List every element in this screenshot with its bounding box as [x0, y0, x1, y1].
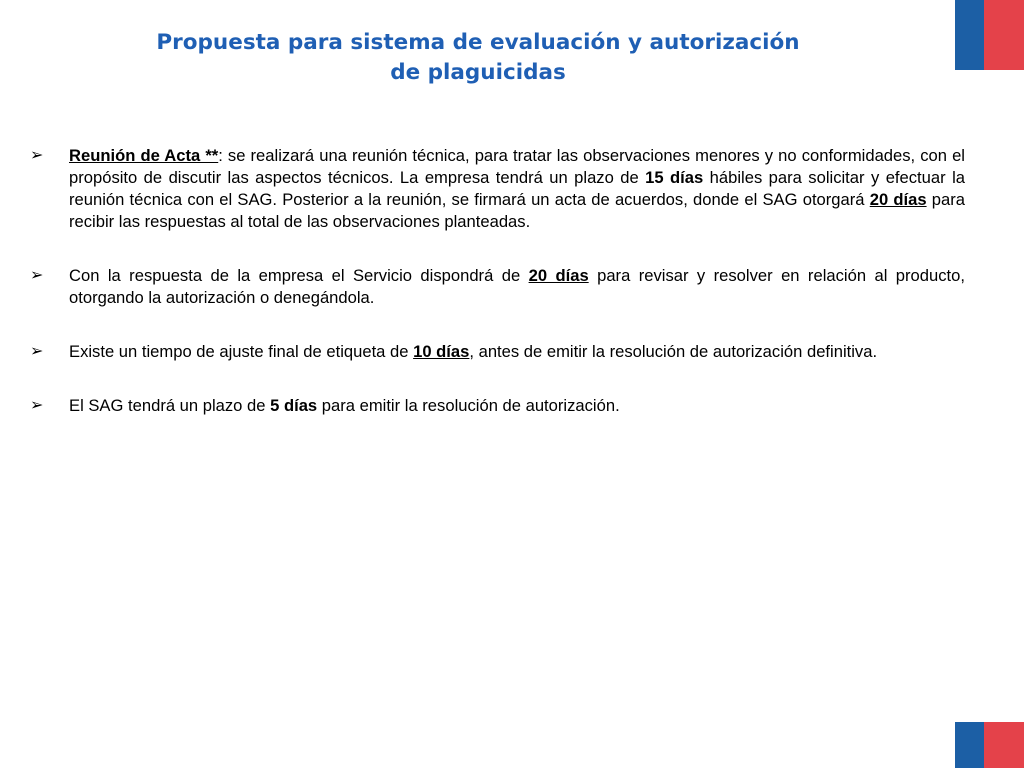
bullet-text-run: para emitir la resolución de autorización. [317, 396, 620, 415]
arrow-bullet-icon: ➢ [30, 397, 44, 414]
bullet-text-run: El SAG tendrá un plazo de [69, 396, 271, 415]
bullet-text [69, 395, 965, 417]
flag-blue-stripe [955, 0, 984, 70]
emphasized-text: 20 días [869, 190, 927, 209]
bullet-text-run: , antes de emitir la resolución de autorización definitiva. [469, 342, 878, 361]
bullet-text [69, 145, 965, 233]
bullet-text-run: : se realizará una reunión técnica, para tratar las observaciones menores y no conformidades, con el propósito de discutir las aspectos técnicos. La empresa tendrá un plazo de [69, 146, 965, 187]
bullet-text [69, 341, 965, 363]
bullet-item [30, 341, 965, 363]
arrow-bullet-icon: ➢ [30, 343, 44, 360]
slide-title [60, 28, 896, 88]
bullet-item [30, 145, 965, 233]
flag-blue-stripe [955, 722, 984, 768]
chile-flag-bottom-decoration [955, 722, 1024, 768]
bullet-item [30, 395, 965, 417]
bullet-text [69, 265, 965, 309]
arrow-bullet-icon: ➢ [30, 147, 44, 164]
emphasized-text: 20 días [528, 266, 589, 285]
bullet-text-run: para recibir las respuestas al total de las observaciones planteadas. [69, 190, 965, 231]
bullet-text-run: Con la respuesta de la empresa el Servicio dispondrá de [69, 266, 529, 285]
slide-title-line-1: Propuesta para sistema de evaluación y autorización [156, 30, 800, 55]
bullet-text-run: hábiles para solicitar y efectuar la reunión técnica con el SAG. Posterior a la reunión, se firmará un acta de acuerdos, donde el SAG otorgará [69, 168, 965, 209]
flag-red-stripe [984, 0, 1024, 70]
chile-flag-top-decoration [955, 0, 1024, 70]
bullet-text-run: Existe un tiempo de ajuste final de etiqueta de [69, 342, 414, 361]
bullet-text-run: para revisar y resolver en relación al producto, otorgando la autorización o denegándola. [69, 266, 965, 307]
emphasized-text: Reunión de Acta ** [69, 146, 219, 165]
bullet-item [30, 265, 965, 309]
arrow-bullet-icon: ➢ [30, 267, 44, 284]
slide-title-line-2: de plaguicidas [390, 60, 566, 85]
emphasized-text: 5 días [270, 396, 318, 415]
emphasized-text: 15 días [645, 168, 704, 187]
bullet-list [30, 145, 965, 449]
emphasized-text: 10 días [413, 342, 470, 361]
flag-red-stripe [984, 722, 1024, 768]
